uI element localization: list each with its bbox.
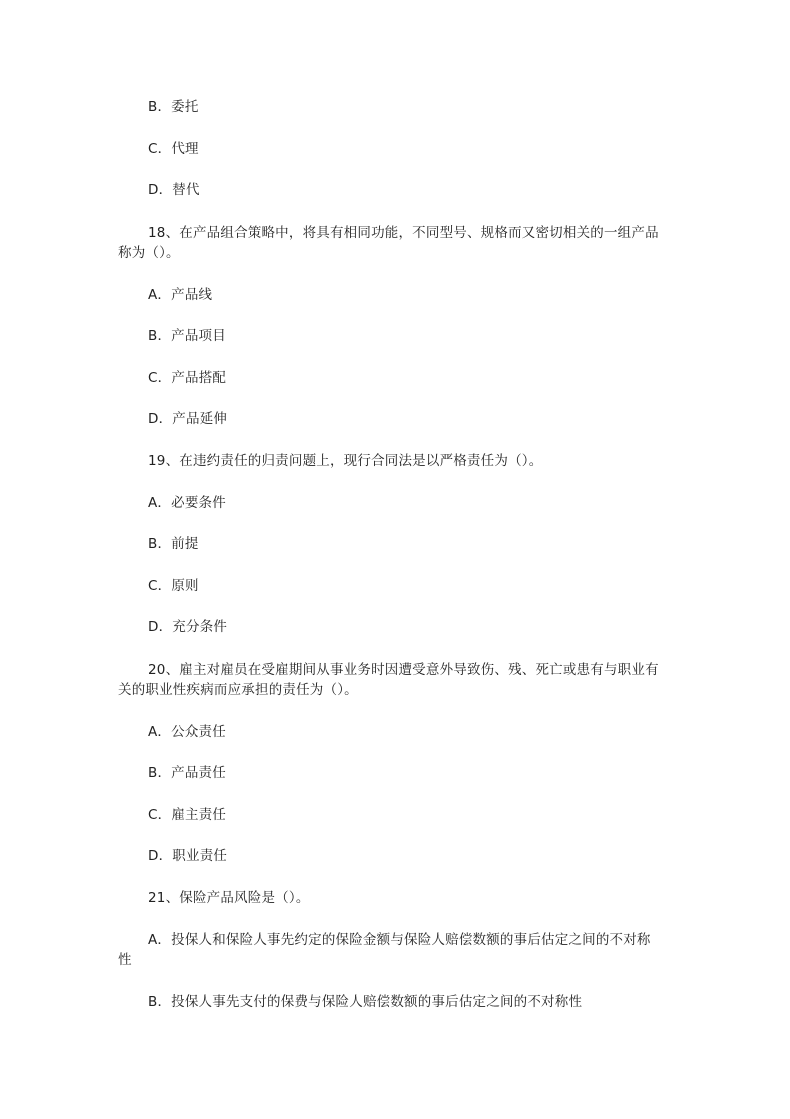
option-d-product-extension: D．产品延伸 <box>148 411 228 427</box>
option-b-entrust: B．委托 <box>148 99 199 115</box>
question-21: 21、保险产品风险是（）。 <box>148 890 310 906</box>
question-18-line2: 称为（）。 <box>118 245 180 261</box>
option-d-substitute: D．替代 <box>148 182 200 198</box>
option-b-product-liability: B．产品责任 <box>148 765 226 781</box>
option-c-product-mix: C．产品搭配 <box>148 370 227 386</box>
option-a-public-liability: A．公众责任 <box>148 724 226 740</box>
option-b-premium-asymmetry: B．投保人事先支付的保费与保险人赔偿数额的事后估定之间的不对称性 <box>148 994 583 1010</box>
question-20-line1: 20、雇主对雇员在受雇期间从事业务时因遭受意外导致伤、残、死亡或患有与职业有 <box>148 662 659 678</box>
option-a-line1: A．投保人和保险人事先约定的保险金额与保险人赔偿数额的事后估定之间的不对称 <box>148 932 651 948</box>
option-a-necessary-condition: A．必要条件 <box>148 495 226 511</box>
option-a-line2: 性 <box>118 952 132 968</box>
option-d-professional-liability: D．职业责任 <box>148 848 228 864</box>
option-a-product-line: A．产品线 <box>148 287 213 303</box>
option-b-product-item: B．产品项目 <box>148 328 226 344</box>
option-c-agency: C．代理 <box>148 141 199 157</box>
option-c-employer-liability: C．雇主责任 <box>148 807 227 823</box>
option-d-sufficient-condition: D．充分条件 <box>148 619 228 635</box>
question-19: 19、在违约责任的归责问题上，现行合同法是以严格责任为（）。 <box>148 453 543 469</box>
question-20-line2: 关的职业性疾病而应承担的责任为（）。 <box>118 682 358 698</box>
option-b-premise: B．前提 <box>148 536 199 552</box>
question-18-line1: 18、在产品组合策略中，将具有相同功能，不同型号、规格而又密切相关的一组产品 <box>148 225 659 241</box>
option-c-principle: C．原则 <box>148 578 199 594</box>
